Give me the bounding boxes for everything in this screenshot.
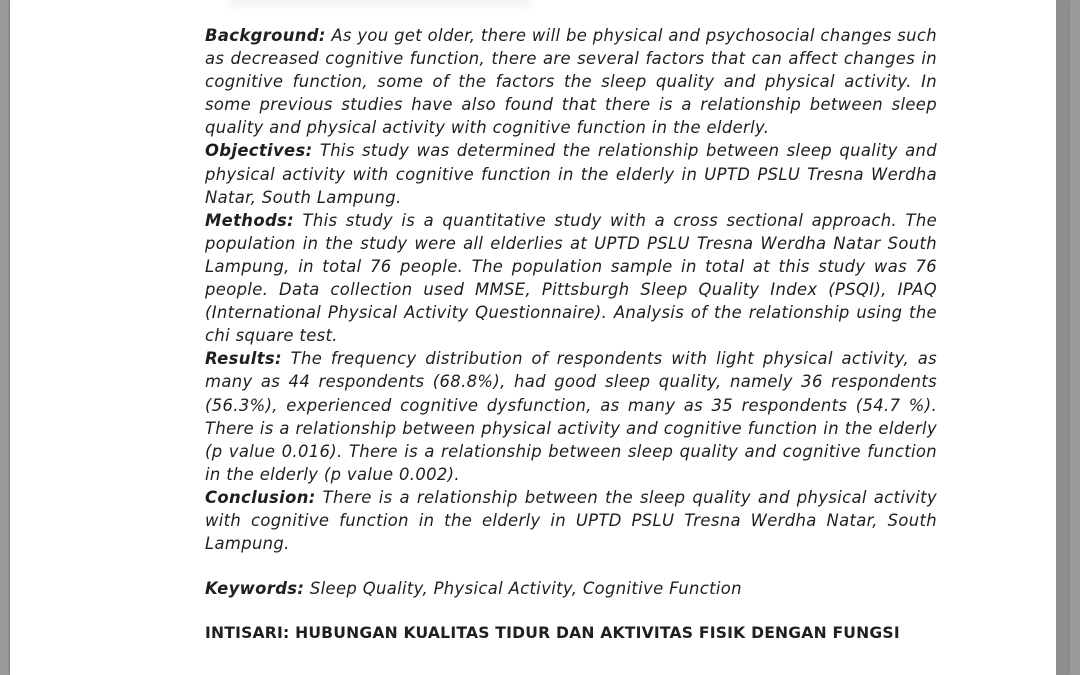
conclusion-paragraph	[205, 486, 937, 555]
objectives-paragraph	[205, 139, 937, 208]
results-paragraph	[205, 347, 937, 486]
document-page	[10, 0, 1068, 675]
abstract-text-block	[205, 24, 937, 645]
background-label: Background:	[205, 26, 326, 45]
methods-paragraph	[205, 209, 937, 348]
faded-header-text	[230, 0, 530, 6]
conclusion-label: Conclusion:	[205, 487, 316, 507]
methods-text: This study is a quantitative study with a cross sectional approach. The population in the study were all elderlies at UPTD PSLU Tresna Werdha Natar South Lampung, in total 76 people. The population sample in total at this study was 76 people. Data collection used MMSE, Pittsburgh Sleep Quality Index (PSQI), IPAQ (International Physical Activity Questionnaire). Analysis of the relationship using the chi square test.	[205, 210, 938, 346]
objectives-text: This study was determined the relationship between sleep quality and physical activity with cognitive function in the elderly in UPTD PSLU Tresna Werdha Natar, South Lampung.	[205, 141, 938, 207]
spacer	[205, 600, 937, 622]
keywords-text: Sleep Quality, Physical Activity, Cognitive Function	[309, 579, 742, 599]
background-paragraph	[205, 24, 937, 139]
page-right-edge	[1056, 0, 1068, 675]
keywords-label: Keywords:	[205, 579, 305, 599]
results-text: The frequency distribution of respondents with light physical activity, as many as 44 respondents (68.8%), had good sleep quality, namely 36 respondents (56.3%), experienced cognitive dysfunction, as many as 35 respondents (54.7 %). There is a relationship between physical activity and cognitive function in the elderly (p value 0.016). There is a relationship between sleep quality and cognitive function in the elderly (p value 0.002).	[205, 349, 937, 484]
results-label: Results:	[205, 349, 282, 369]
keywords-line	[205, 577, 937, 600]
spacer	[205, 555, 937, 577]
conclusion-text: There is a relationship between the sleep quality and physical activity with cognitive function in the elderly in UPTD PSLU Tresna Werdha Natar, South Lampung.	[205, 487, 938, 554]
background-text: As you get older, there will be physical and psychosocial changes such as decreased cognitive function, there are several factors that can affect changes in cognitive function, some of the factors the sleep quality and physical activity. In some previous studies have also found that there is a relationship between sleep quality and physical activity with cognitive function in the elderly.	[205, 26, 938, 138]
objectives-label: Objectives:	[205, 141, 313, 161]
intisari-heading: INTISARI: HUBUNGAN KUALITAS TIDUR DAN AKTIVITAS FISIK DENGAN FUNGSI	[205, 624, 900, 643]
methods-label: Methods:	[205, 210, 295, 230]
